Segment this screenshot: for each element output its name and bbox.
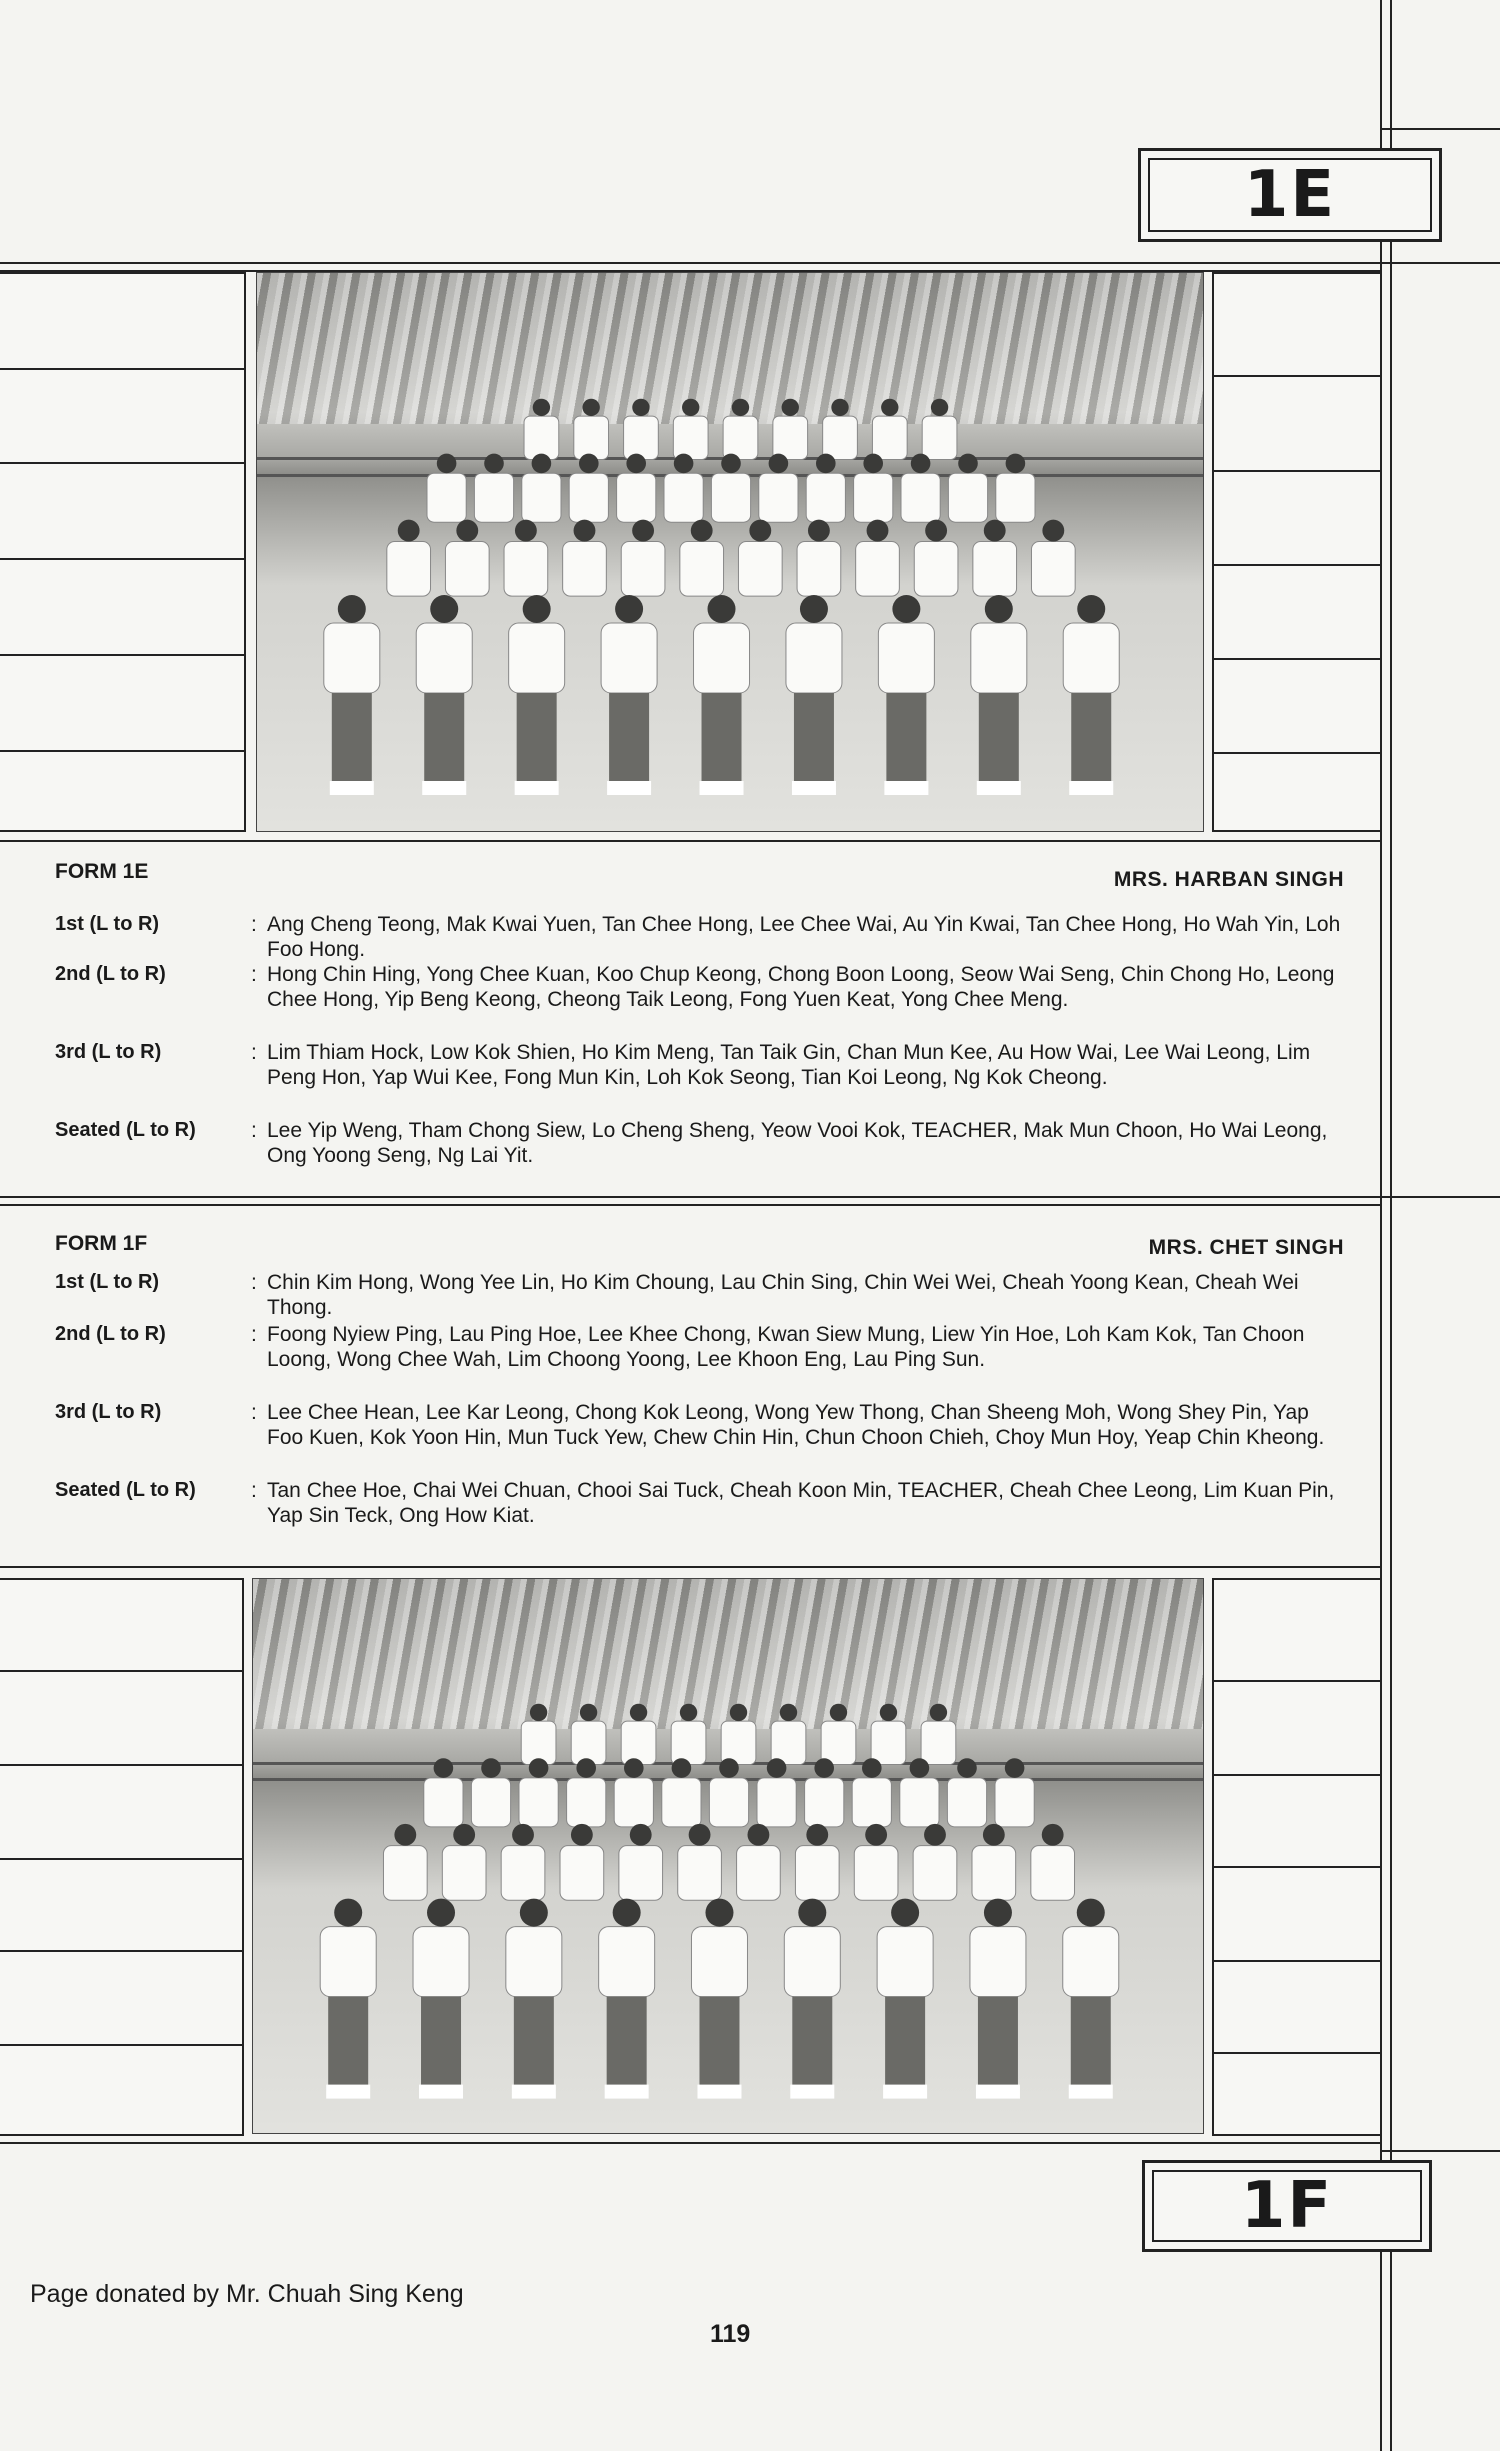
row-label: 3rd (L to R): [55, 1401, 162, 1423]
student-legs: [1071, 1997, 1111, 2087]
student-head: [767, 1758, 787, 1778]
student-shoes: [605, 2085, 649, 2099]
student-head: [865, 1824, 887, 1846]
student-body: [324, 623, 380, 693]
student-head: [453, 1824, 475, 1846]
student-body: [387, 542, 431, 597]
student-shoes: [884, 781, 928, 795]
student-head: [867, 520, 889, 542]
student-shoes: [700, 781, 744, 795]
panel-rule: [1212, 1866, 1382, 1868]
student-head: [626, 454, 646, 474]
student-body: [614, 1778, 653, 1827]
class-photo-1e: [256, 272, 1204, 832]
section-divider: [0, 2142, 1382, 2144]
student-body: [872, 416, 907, 459]
student-head: [749, 520, 771, 542]
row-names: : Chin Kim Hong, Wong Yee Lin, Ho Kim Choung, Lau Chin Sing, Chin Wei Wei, Cheah Yoong Kean, Cheah Wei Thong.: [267, 1270, 1345, 1320]
student-body: [856, 542, 900, 597]
form-title: FORM 1E: [55, 860, 149, 883]
student-body: [795, 1846, 839, 1901]
frame-line: [1382, 128, 1500, 130]
student-body: [797, 542, 841, 597]
student-legs: [328, 1997, 368, 2087]
student-body: [521, 1721, 556, 1764]
student-head: [624, 1758, 644, 1778]
student-legs: [424, 693, 464, 783]
student-legs: [332, 693, 372, 783]
panel-rule: [0, 368, 246, 370]
student-head: [958, 454, 978, 474]
student-head: [984, 520, 1006, 542]
panel-rule: [0, 558, 246, 560]
panel-rule: [1212, 1774, 1382, 1776]
student-body: [921, 1721, 956, 1764]
panel-rule: [1212, 2052, 1382, 2054]
frame-line: [1382, 2150, 1500, 2152]
people-silhouettes: [257, 273, 1204, 832]
student-body: [723, 416, 758, 459]
student-body: [621, 1721, 656, 1764]
student-body: [680, 542, 724, 597]
student-head: [689, 1824, 711, 1846]
student-head: [630, 1704, 647, 1721]
student-head: [748, 1824, 770, 1846]
student-shoes: [326, 2085, 370, 2099]
student-body: [711, 473, 750, 522]
student-legs: [978, 1997, 1018, 2087]
row-names: : Tan Chee Hoe, Chai Wei Chuan, Chooi Sai Tuck, Cheah Koon Min, TEACHER, Cheah Chee Leong, Lim Kuan Pin, Yap Sin Teck, Ong How Kiat.: [267, 1478, 1345, 1528]
student-body: [424, 1778, 463, 1827]
student-head: [1005, 1758, 1025, 1778]
student-head: [338, 595, 366, 623]
student-body: [771, 1721, 806, 1764]
student-legs: [421, 1997, 461, 2087]
student-body: [970, 1927, 1026, 1997]
student-body: [571, 1721, 606, 1764]
student-body: [852, 1778, 891, 1827]
student-head: [924, 1824, 946, 1846]
student-body: [821, 1721, 856, 1764]
student-body: [574, 416, 609, 459]
student-body: [567, 1778, 606, 1827]
student-head: [682, 399, 699, 416]
student-head: [520, 1899, 548, 1927]
student-head: [574, 520, 596, 542]
student-head: [806, 1824, 828, 1846]
student-body: [320, 1927, 376, 1997]
student-body: [721, 1721, 756, 1764]
student-body: [427, 473, 466, 522]
student-head: [814, 1758, 834, 1778]
student-head: [630, 1824, 652, 1846]
student-legs: [514, 1997, 554, 2087]
student-head: [957, 1758, 977, 1778]
student-head: [672, 1758, 692, 1778]
student-body: [1031, 1846, 1075, 1901]
student-body: [995, 1778, 1034, 1827]
people-silhouettes: [253, 1579, 1204, 2134]
student-head: [430, 595, 458, 623]
student-head: [881, 399, 898, 416]
form-title: FORM 1F: [55, 1232, 148, 1255]
student-shoes: [512, 2085, 556, 2099]
student-body: [504, 542, 548, 597]
student-head: [398, 520, 420, 542]
section-divider: [0, 1196, 1500, 1198]
row-label: Seated (L to R): [55, 1479, 196, 1501]
student-body: [901, 473, 940, 522]
row-label: 2nd (L to R): [55, 1323, 166, 1345]
student-body: [445, 542, 489, 597]
student-head: [983, 1824, 1005, 1846]
student-body: [524, 416, 559, 459]
section-divider: [0, 262, 1500, 264]
student-body: [737, 1846, 781, 1901]
form-tag-1f-label: 1F: [1152, 2170, 1422, 2242]
panel-rule: [1212, 752, 1382, 754]
student-head: [532, 454, 552, 474]
student-head: [910, 1758, 930, 1778]
student-body: [900, 1778, 939, 1827]
page-footer: Page donated by Mr. Chuah Sing Keng: [30, 2280, 464, 2308]
student-head: [530, 1704, 547, 1721]
row-names: : Foong Nyiew Ping, Lau Ping Hoe, Lee Khee Chong, Kwan Siew Mung, Liew Yin Hoe, Loh Kam Kok, Tan Choon Loong, Wong Chee Wah, Lim Choong Yoong, Lee Khoon Eng, Lau Ping Sun.: [267, 1322, 1345, 1372]
student-legs: [609, 693, 649, 783]
student-head: [512, 1824, 534, 1846]
student-body: [922, 416, 957, 459]
student-body: [624, 416, 659, 459]
student-shoes: [1069, 781, 1113, 795]
student-body: [996, 473, 1035, 522]
student-head: [931, 399, 948, 416]
student-body: [599, 1927, 655, 1997]
panel-rule: [0, 1764, 244, 1766]
student-body: [738, 542, 782, 597]
student-head: [456, 520, 478, 542]
student-head: [1077, 1899, 1105, 1927]
student-head: [1042, 1824, 1064, 1846]
student-body: [569, 473, 608, 522]
student-body: [519, 1778, 558, 1827]
student-body: [694, 623, 750, 693]
student-shoes: [697, 2085, 741, 2099]
student-head: [334, 1899, 362, 1927]
student-head: [434, 1758, 454, 1778]
student-head: [576, 1758, 596, 1778]
student-legs: [886, 693, 926, 783]
row-names: : Lee Yip Weng, Tham Chong Siew, Lo Cheng Sheng, Yeow Vooi Kok, TEACHER, Mak Mun Choon, Ho Wai Leong, Ong Yoong Seng, Ng Lai Yit.: [267, 1118, 1345, 1168]
student-head: [523, 595, 551, 623]
student-head: [911, 454, 931, 474]
student-head: [769, 454, 789, 474]
student-body: [1063, 623, 1119, 693]
student-body: [759, 473, 798, 522]
student-shoes: [977, 781, 1021, 795]
student-legs: [702, 693, 742, 783]
row-label: 1st (L to R): [55, 1271, 160, 1293]
student-legs: [885, 1997, 925, 2087]
student-head: [1006, 454, 1026, 474]
student-body: [786, 623, 842, 693]
student-body: [662, 1778, 701, 1827]
student-legs: [794, 693, 834, 783]
student-legs: [792, 1997, 832, 2087]
panel-rule: [1212, 564, 1382, 566]
student-head: [800, 595, 828, 623]
form-1f-section: [0, 1206, 1385, 1566]
student-body: [506, 1927, 562, 1997]
row-names: : Lee Chee Hean, Lee Kar Leong, Chong Kok Leong, Wong Yew Thong, Chan Sheeng Moh, Wong Shey Pin, Yap Foo Kuen, Kok Yoon Hin, Mun Tuck Yew, Chew Chin Hin, Chun Choon Chieh, Choy Mun Hoy, Yeap Chin Kheong.: [267, 1400, 1345, 1450]
right-panel-top: [1212, 272, 1382, 832]
student-head: [394, 1824, 416, 1846]
student-body: [709, 1778, 748, 1827]
student-legs: [607, 1997, 647, 2087]
row-names: : Ang Cheng Teong, Mak Kwai Yuen, Tan Chee Hong, Lee Chee Wai, Au Yin Kwai, Tan Chee Hong, Ho Wah Yin, Loh Foo Hong.: [267, 912, 1345, 962]
section-divider: [0, 1566, 1382, 1568]
student-head: [579, 454, 599, 474]
student-body: [971, 623, 1027, 693]
student-head: [632, 520, 654, 542]
student-body: [416, 623, 472, 693]
student-shoes: [515, 781, 559, 795]
student-body: [948, 473, 987, 522]
panel-rule: [0, 1950, 244, 1952]
student-body: [673, 416, 708, 459]
page-number: 119: [710, 2320, 751, 2348]
student-head: [782, 399, 799, 416]
student-head: [615, 595, 643, 623]
student-head: [984, 1899, 1012, 1927]
student-shoes: [607, 781, 651, 795]
panel-rule: [0, 1670, 244, 1672]
teacher-name: MRS. HARBAN SINGH: [1113, 868, 1344, 891]
panel-rule: [1212, 658, 1382, 660]
student-head: [691, 520, 713, 542]
left-panel-bottom: [0, 1578, 244, 2136]
student-body: [973, 542, 1017, 597]
student-head: [863, 454, 883, 474]
student-body: [854, 1846, 898, 1901]
student-head: [613, 1899, 641, 1927]
panel-rule: [0, 1858, 244, 1860]
student-head: [680, 1704, 697, 1721]
student-head: [632, 399, 649, 416]
student-legs: [979, 693, 1019, 783]
student-head: [925, 520, 947, 542]
student-head: [1077, 595, 1105, 623]
row-names: : Hong Chin Hing, Yong Chee Kuan, Koo Chup Keong, Chong Boon Loong, Seow Wai Seng, Chin Chong Ho, Leong Chee Hong, Yip Beng Keong, Cheong Taik Leong, Fong Yuen Keat, Yong Chee Meng.: [267, 962, 1345, 1012]
student-head: [831, 399, 848, 416]
student-head: [798, 1899, 826, 1927]
student-body: [560, 1846, 604, 1901]
teacher-name: MRS. CHET SINGH: [1148, 1236, 1344, 1259]
student-head: [437, 454, 457, 474]
student-head: [780, 1704, 797, 1721]
student-body: [664, 473, 703, 522]
student-body: [501, 1846, 545, 1901]
student-head: [705, 1899, 733, 1927]
student-body: [947, 1778, 986, 1827]
student-head: [427, 1899, 455, 1927]
student-body: [854, 473, 893, 522]
student-body: [913, 1846, 957, 1901]
student-head: [484, 454, 504, 474]
frame-line: [1390, 0, 1392, 2451]
student-body: [773, 416, 808, 459]
student-body: [823, 416, 858, 459]
student-head: [533, 399, 550, 416]
student-head: [582, 399, 599, 416]
student-head: [830, 1704, 847, 1721]
student-body: [691, 1927, 747, 1997]
student-head: [985, 595, 1013, 623]
student-body: [601, 623, 657, 693]
student-body: [522, 473, 561, 522]
student-body: [671, 1721, 706, 1764]
student-body: [619, 1846, 663, 1901]
form-tag-1f: [1142, 2160, 1432, 2252]
student-head: [515, 520, 537, 542]
student-shoes: [422, 781, 466, 795]
row-label: 2nd (L to R): [55, 963, 166, 985]
student-head: [816, 454, 836, 474]
student-body: [383, 1846, 427, 1901]
student-body: [509, 623, 565, 693]
student-head: [930, 1704, 947, 1721]
panel-rule: [0, 2044, 244, 2046]
student-body: [878, 623, 934, 693]
student-body: [871, 1721, 906, 1764]
panel-rule: [0, 462, 246, 464]
student-head: [721, 454, 741, 474]
class-photo-1f: [252, 1578, 1204, 2134]
student-legs: [1071, 693, 1111, 783]
row-label: 3rd (L to R): [55, 1041, 162, 1063]
row-label: 1st (L to R): [55, 913, 160, 935]
student-body: [757, 1778, 796, 1827]
student-shoes: [792, 781, 836, 795]
student-head: [891, 1899, 919, 1927]
student-head: [808, 520, 830, 542]
student-head: [730, 1704, 747, 1721]
left-panel-top: [0, 272, 246, 832]
student-body: [914, 542, 958, 597]
form-1e-section: [0, 842, 1385, 1192]
student-body: [1063, 1927, 1119, 1997]
student-shoes: [976, 2085, 1020, 2099]
student-shoes: [1069, 2085, 1113, 2099]
student-head: [862, 1758, 882, 1778]
student-head: [674, 454, 694, 474]
student-head: [708, 595, 736, 623]
student-body: [413, 1927, 469, 1997]
panel-rule: [0, 654, 246, 656]
form-tag-1e-label: 1E: [1148, 158, 1432, 232]
student-shoes: [330, 781, 374, 795]
panel-rule: [1212, 470, 1382, 472]
student-body: [1031, 542, 1075, 597]
form-tag-1e: [1138, 148, 1442, 242]
student-head: [719, 1758, 739, 1778]
student-shoes: [419, 2085, 463, 2099]
student-head: [571, 1824, 593, 1846]
student-head: [580, 1704, 597, 1721]
student-body: [678, 1846, 722, 1901]
student-body: [805, 1778, 844, 1827]
student-legs: [699, 1997, 739, 2087]
row-names: : Lim Thiam Hock, Low Kok Shien, Ho Kim Meng, Tan Taik Gin, Chan Mun Kee, Au How Wai, Lee Wai Leong, Lim Peng Hon, Yap Wui Kee, Fong Mun Kin, Loh Kok Seong, Tian Koi Leong, Ng Kok Cheong.: [267, 1040, 1345, 1090]
student-body: [563, 542, 607, 597]
row-label: Seated (L to R): [55, 1119, 196, 1141]
student-head: [892, 595, 920, 623]
student-body: [784, 1927, 840, 1997]
student-legs: [517, 693, 557, 783]
student-body: [877, 1927, 933, 1997]
student-head: [880, 1704, 897, 1721]
student-body: [617, 473, 656, 522]
panel-rule: [1212, 1680, 1382, 1682]
student-head: [1042, 520, 1064, 542]
student-head: [732, 399, 749, 416]
student-body: [471, 1778, 510, 1827]
student-shoes: [790, 2085, 834, 2099]
student-body: [442, 1846, 486, 1901]
student-body: [972, 1846, 1016, 1901]
student-body: [806, 473, 845, 522]
panel-rule: [0, 750, 246, 752]
student-body: [621, 542, 665, 597]
panel-rule: [1212, 375, 1382, 377]
student-head: [529, 1758, 549, 1778]
student-body: [474, 473, 513, 522]
student-shoes: [883, 2085, 927, 2099]
panel-rule: [1212, 1960, 1382, 1962]
student-head: [481, 1758, 501, 1778]
